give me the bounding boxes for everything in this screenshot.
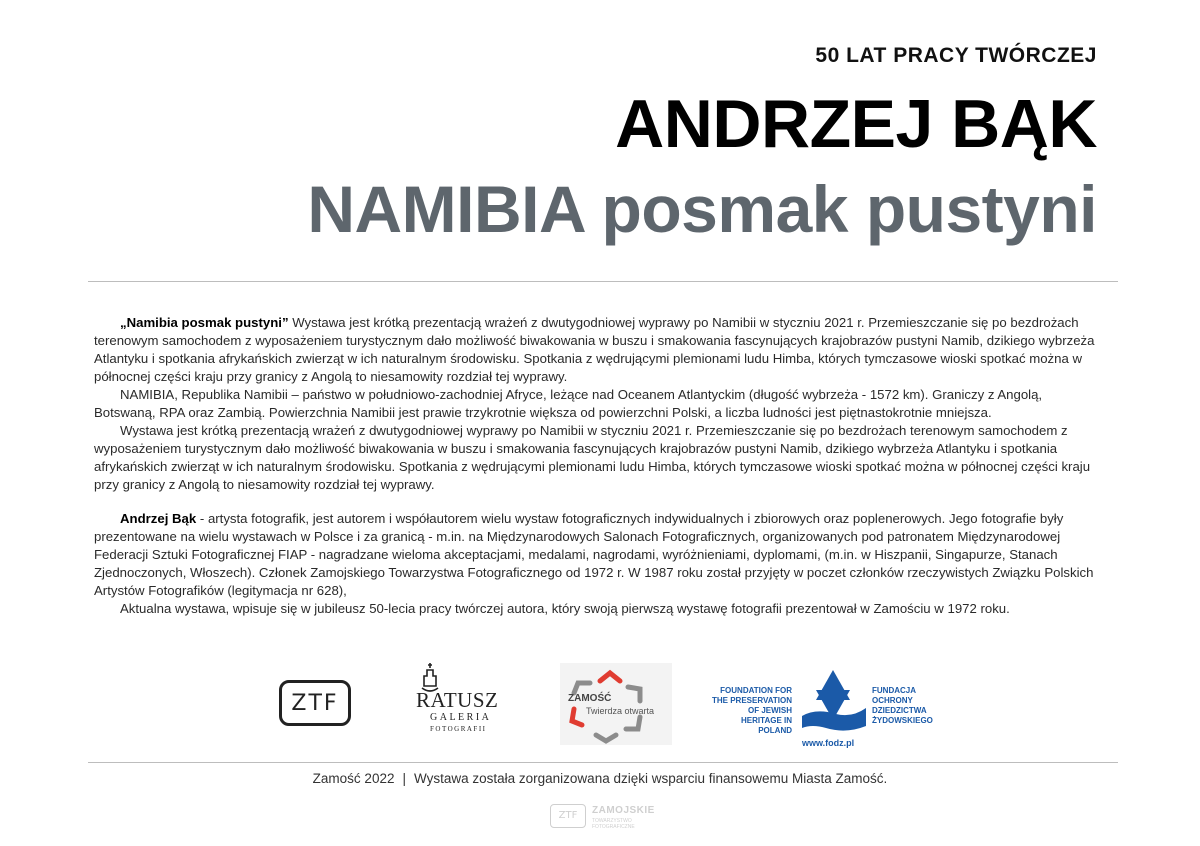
ratusz-subtitle: GALERIA (430, 712, 492, 723)
exhibition-title: NAMIBIA posmak pustyni (307, 172, 1097, 246)
top-divider (88, 281, 1118, 282)
ztf-small-text: ZAMOJSKIE (592, 805, 655, 816)
paragraph-exhibition: Wystawa jest krótką prezentacją wrażeń z dwutygodniowej wyprawy po Namibii w styczniu 2021 r. Przemieszczanie się po bezdrożach terenowym samochodem z wyposażeniem turystycznym dało możliwość biwakowania w buszu i smakowania fascynujących krajobrazów pustyni Namib, dzikiego wybrzeża Atlantyku i spotkania afrykańskich zwierząt w ich naturalnym środowisku. Spotkania z wędrującymi plemionami ludu Himba, których tymczasowe wioski spotkać można w północnej części kraju przy granicy z Angolą to niesamowity rozdział tej wyprawy. (94, 423, 1091, 492)
exhibition-quote-title: „Namibia posmak pustyni” (120, 315, 289, 330)
zamosc-title: ZAMOŚĆ (568, 693, 612, 704)
footer-note: Wystawa została zorganizowana dzięki wsparciu finansowemu Miasta Zamość. (413, 771, 888, 786)
paragraph-intro (94, 314, 1104, 386)
ztf-small-logo (550, 802, 654, 828)
fortress-star-icon (560, 663, 672, 745)
zamosc-slogan: Twierdza otwarta (586, 706, 655, 716)
header (307, 44, 1097, 246)
fodz-logo (710, 666, 940, 750)
bottom-divider (88, 762, 1118, 763)
jubilee-subtitle: 50 LAT PRACY TWÓRCZEJ (815, 44, 1097, 67)
ratusz-logo (414, 660, 504, 740)
author-bio-text: - artysta fotografik, jest autorem i współautorem wielu wystaw fotograficznych indywidualnych i zbiorowych oraz poplenerowych. Jego fotografie były prezentowane na wielu wystawach w Polsce i za granicą - m.in. na Międzynarodowych Salonach Fotograficznych, organizowanych pod patronatem Międzynarodowej Federacji Sztuki Fotograficznej FIAP - nagradzane wieloma akceptacjami, medalami, nagrodami, wyróżnieniami, dyplomami, (m.in. w Hiszpanii, Singapurze, Stanach Zjednoczonych, Włoszech). Członek Zamojskiego Towarzystwa Fotograficznego od 1972 r. W 1987 roku został przyjęty w poczet członków rzeczywistych Związku Polskich Artystów Fotografików (legitymacja nr 628), (94, 511, 1094, 598)
footer-separator: | (402, 771, 406, 786)
sponsor-logos (0, 658, 1200, 748)
paragraph-namibia: NAMIBIA, Republika Namibii – państwo w południowo-zachodniej Afryce, leżące nad Oceanem Atlantyckim (długość wybrzeża - 1572 km). Graniczy z Angolą, Botswaną, RPA oraz Zambią. Powierzchnia Namibii jest prawie trzykrotnie większa od powierzchni Polski, a liczba ludności jest piętnastokrotnie mniejsza. (94, 387, 1043, 420)
ratusz-subtitle-2: FOTOGRAFII (430, 725, 487, 733)
author-bio-name: Andrzej Bąk (120, 511, 197, 526)
author-name: ANDRZEJ BĄK (615, 86, 1097, 162)
body-text (94, 314, 1104, 618)
fodz-english-name: FOUNDATION FOR THE PRESERVATION OF JEWISH HERITAGE IN POLAND (711, 686, 792, 735)
ztf-small-box: ZTF (550, 804, 586, 828)
paragraph-intro-text: Wystawa jest krótką prezentacją wrażeń z dwutygodniowej wyprawy po Namibii w styczniu 2021 r. Przemieszczanie się po bezdrożach terenowym samochodem z wyposażeniem turystycznym dało możliwość biwakowania w buszu i smakowania fascynujących krajobrazów pustyni Namib, dzikiego wybrzeża Atlantyku i spotkania afrykańskich zwierząt w ich naturalnym środowisku. Spotkania z wędrującymi plemionami ludu Himba, których tymczasowe wioski spotkać można w północnej części kraju przy granicy z Angolą to niesamowity rozdział tej wyprawy. (94, 315, 1095, 384)
fodz-url: www.fodz.pl (802, 738, 855, 748)
ztf-small-subtext: TOWARZYSTWO FOTOGRAFICZNE (592, 818, 635, 830)
ztf-logo: ZTF (279, 680, 351, 726)
ratusz-title: RATUSZ (416, 688, 499, 712)
footer (0, 771, 1200, 786)
zamosc-logo (560, 663, 672, 745)
paragraph-author-bio (94, 510, 1104, 600)
fodz-polish-name: FUNDACJA OCHRONY DZIEDZICTWA ŻYDOWSKIEGO (872, 686, 933, 725)
star-of-david-icon (796, 668, 870, 738)
footer-place-year: Zamość 2022 (312, 771, 395, 786)
paragraph-jubilee: Aktualna wystawa, wpisuje się w jubileusz 50-lecia pracy twórczej autora, który swoją pierwszą wystawę fotografii prezentował w Zamościu w 1972 roku. (120, 601, 1010, 616)
